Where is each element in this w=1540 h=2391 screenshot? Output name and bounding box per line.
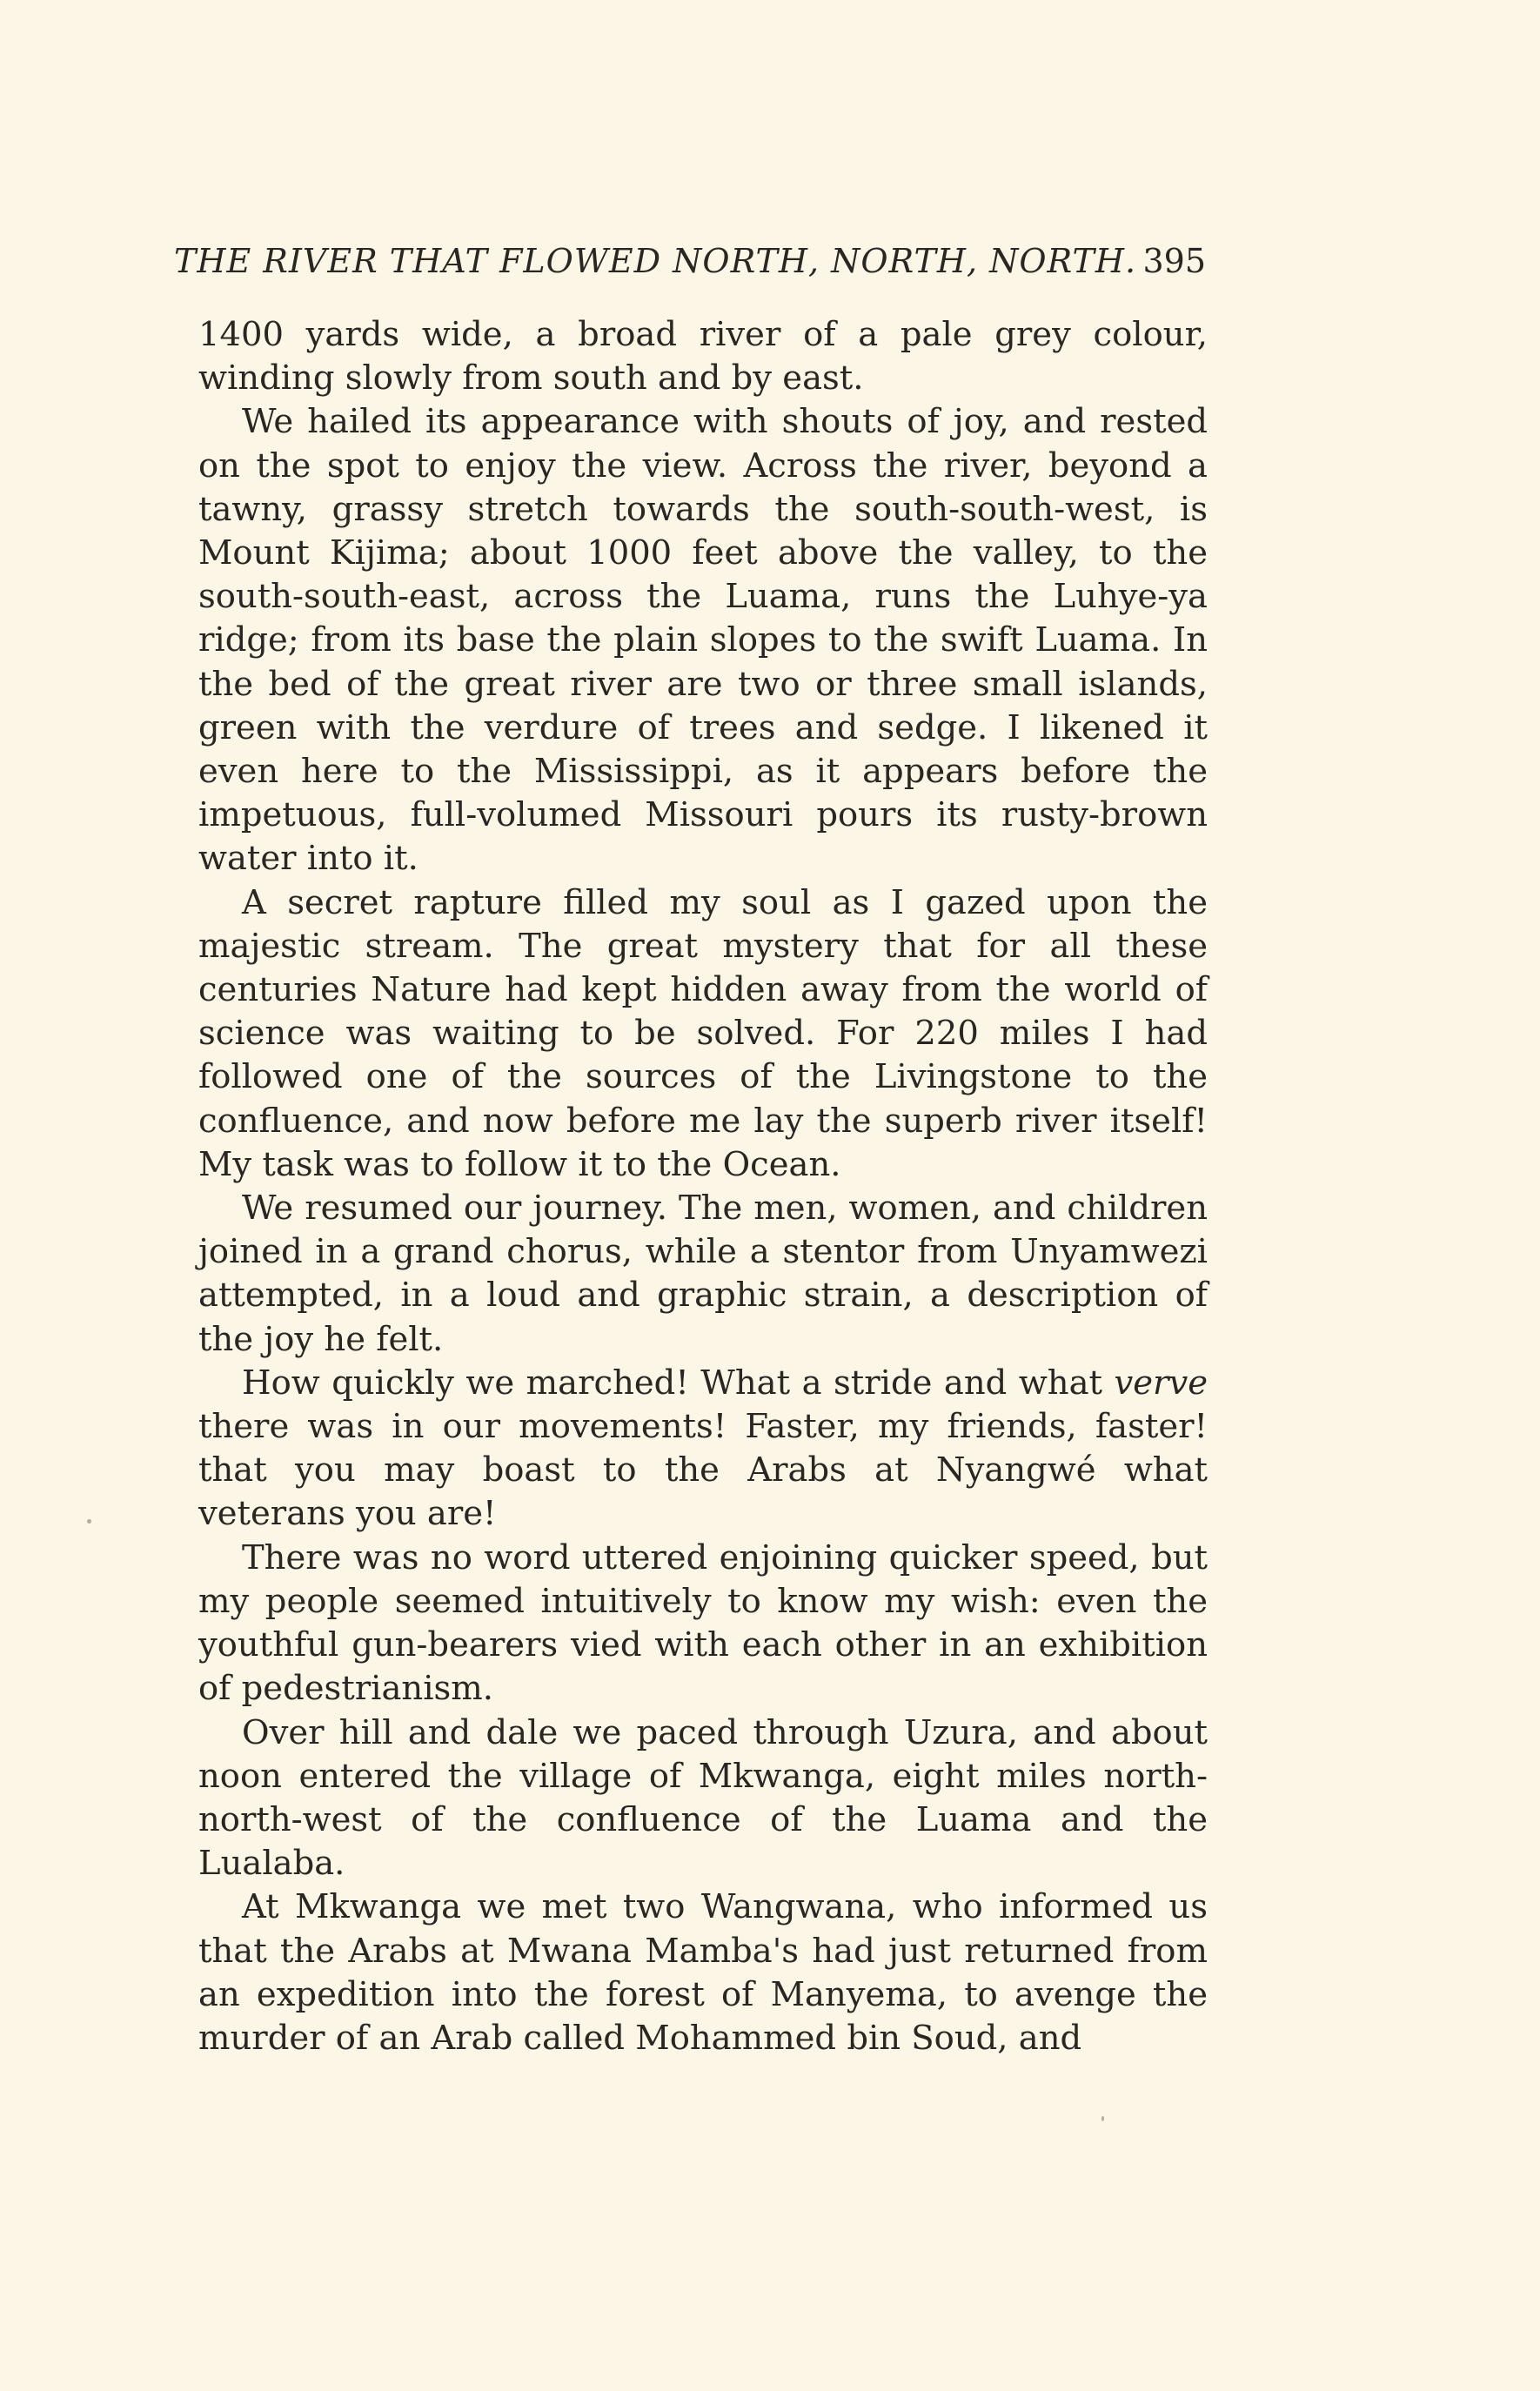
paragraph-text: How quickly we marched! What a stride and what — [242, 1363, 1102, 1403]
paragraph-text: there was in our movements! Faster, my friends, faster! that you may boast to the Arabs at Nyangwé what veterans you are! — [198, 1407, 1208, 1534]
paragraph: Over hill and dale we paced through Uzura, and about noon entered the village of Mkwanga, eight miles north-north-west of the confluence of the Luama and the Lualaba. — [198, 1712, 1208, 1884]
paragraph: There was no word uttered enjoining quicker speed, but my people seemed intuitively to know my wish: even the youthful gun-bearers vied with each other in an exhibition of pedestrianism. — [198, 1537, 1208, 1709]
paper-speck — [87, 1519, 91, 1524]
running-header — [174, 235, 1206, 296]
paragraph: We hailed its appearance with shouts of joy, and rested on the spot to enjoy the view. Across the river, beyond a tawny, grassy stretch towards the south-south-west, is Mount Kijima; about 1000 feet above the valley, to the south-south-east, across the Luama, runs the Luhye-ya ridge; from its base the plain slopes to the swift Luama. In the bed of the great river are two or three small islands, green with the verdure of trees and sedge. I likened it even here to the Mississippi, as it appears before the impetuous, full-volumed Missouri pours its rusty-brown water into it. — [198, 402, 1208, 879]
paragraph — [198, 1362, 1208, 1537]
paper-speck — [1101, 2116, 1104, 2121]
paragraph: 1400 yards wide, a broad river of a pale grey colour, winding slowly from south and by east. — [198, 315, 1208, 398]
emphasis-text: verve — [1114, 1363, 1208, 1403]
running-title: THE RIVER THAT FLOWED NORTH, NORTH, NORTH. — [174, 242, 1137, 280]
paragraph: At Mkwanga we met two Wangwana, who informed us that the Arabs at Mwana Mamba's had just returned from an expedition into the forest of Manyema, to avenge the murder of an Arab called Mohammed bin Soud, and — [198, 1887, 1208, 2058]
paragraph: A secret rapture filled my soul as I gazed upon the majestic stream. The great mystery that for all these centuries Nature had kept hidden away from the world of science was waiting to be solved. For 220 miles I had followed one of the sources of the Livingstone to the confluence, and now before me lay the superb river itself! My task was to follow it to the Ocean. — [198, 882, 1208, 1184]
page-number: 395 — [1142, 242, 1206, 280]
paragraph: We resumed our journey. The men, women, and children joined in a grand chorus, while a stentor from Unyamwezi attempted, in a loud and graphic strain, a description of the joy he felt. — [198, 1189, 1208, 1359]
body-text — [198, 313, 1208, 2060]
